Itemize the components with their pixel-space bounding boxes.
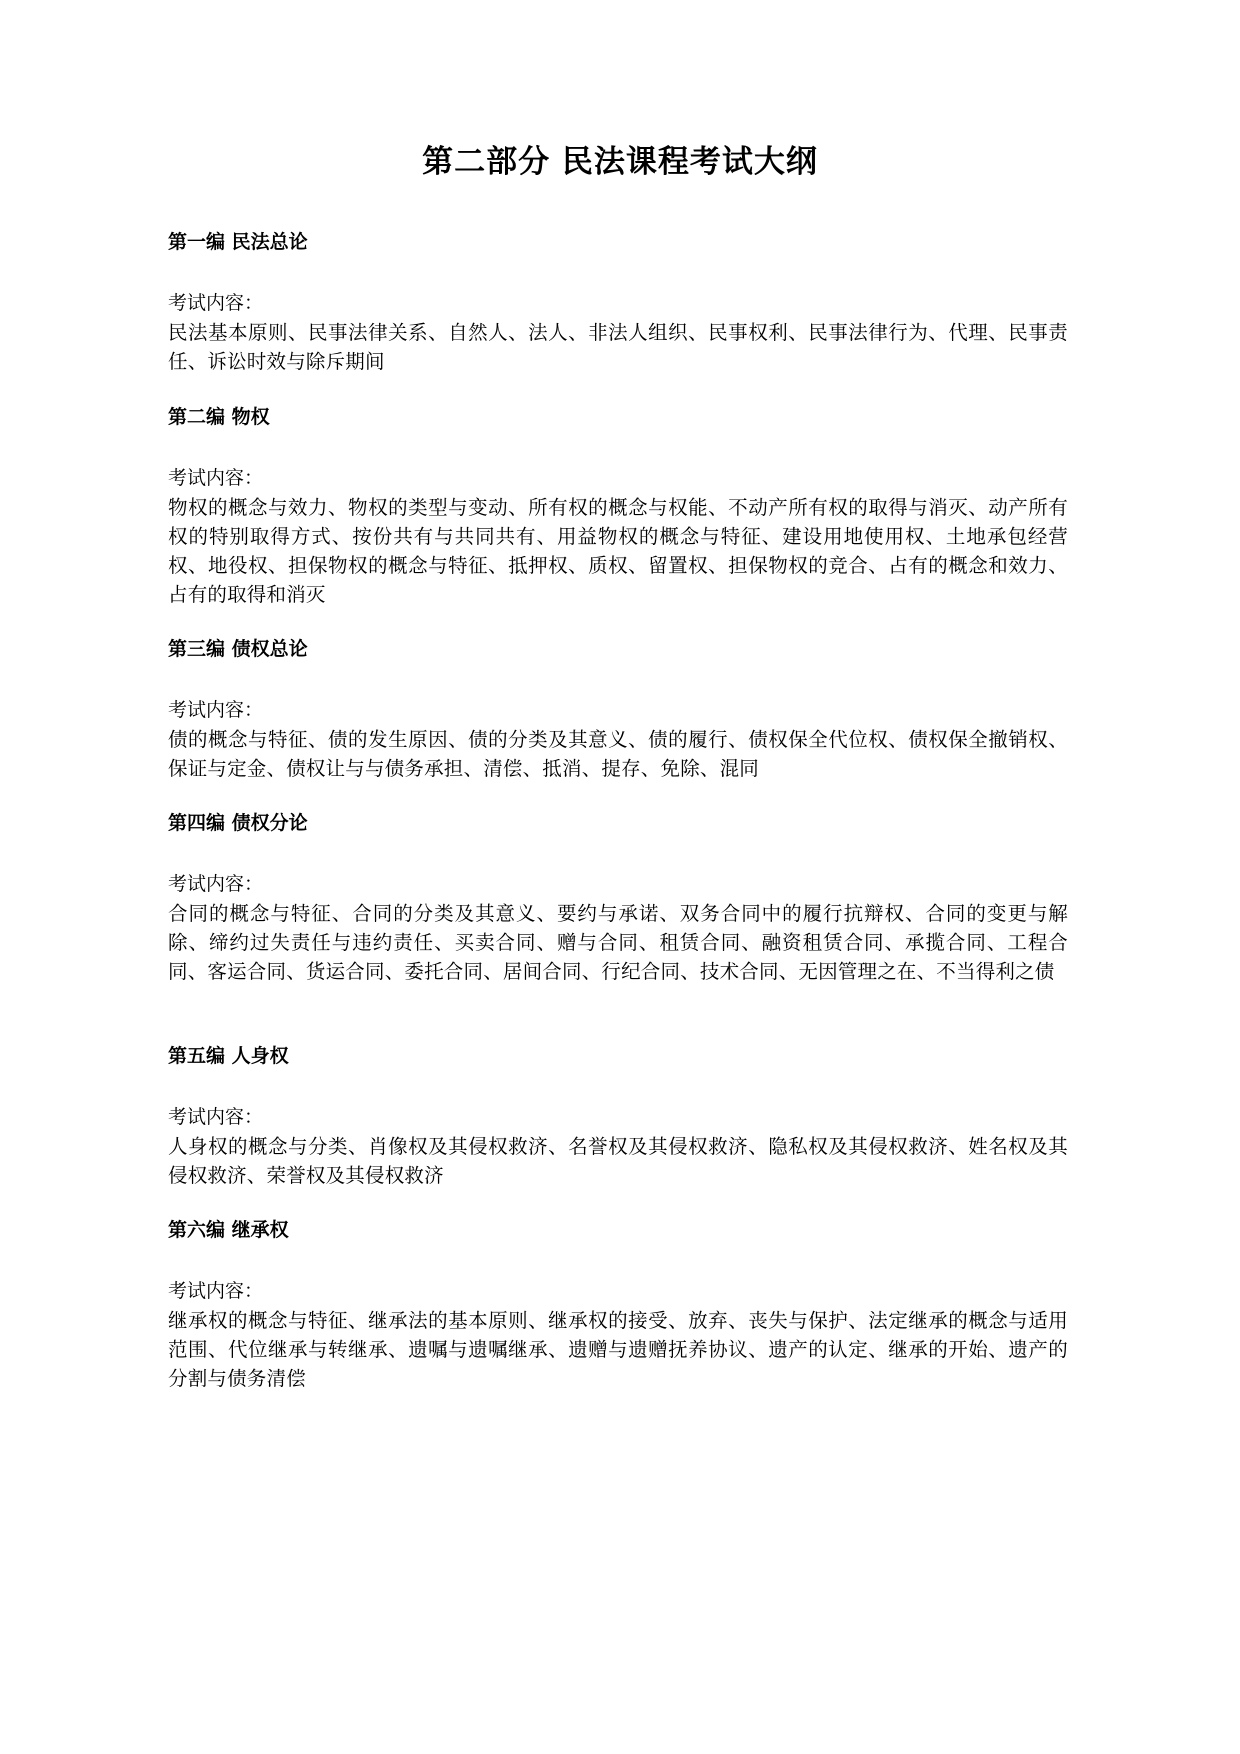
section-property-rights xyxy=(168,404,1068,609)
section-label: 考试内容： xyxy=(168,1280,264,1302)
section-label: 考试内容： xyxy=(168,292,264,314)
section-inheritance-rights xyxy=(168,1217,1068,1393)
section-heading: 第二编 物权 xyxy=(168,406,270,428)
section-content: 债的概念与特征、债的发生原因、债的分类及其意义、债的履行、债权保全代位权、债权保全撤销权、保证与定金、债权让与与债务承担、清偿、抵消、提存、免除、混同 xyxy=(168,728,1068,780)
section-label: 考试内容： xyxy=(168,873,264,895)
section-personality-rights xyxy=(168,1043,1068,1190)
section-general-principles xyxy=(168,229,1068,376)
section-content: 民法基本原则、民事法律关系、自然人、法人、非法人组织、民事权利、民事法律行为、代理、民事责任、诉讼时效与除斥期间 xyxy=(168,321,1068,373)
section-heading: 第六编 继承权 xyxy=(168,1219,289,1241)
page-title: 第二部分 民法课程考试大纲 xyxy=(422,144,818,180)
section-heading: 第四编 债权分论 xyxy=(168,812,308,834)
section-content: 继承权的概念与特征、继承法的基本原则、继承权的接受、放弃、丧失与保护、法定继承的概念与适用范围、代位继承与转继承、遗嘱与遗嘱继承、遗赠与遗赠抚养协议、遗产的认定、继承的开始、遗产的分割与债务清偿 xyxy=(168,1309,1068,1390)
section-heading: 第五编 人身权 xyxy=(168,1045,289,1067)
section-label: 考试内容： xyxy=(168,1106,264,1128)
section-label: 考试内容： xyxy=(168,467,264,489)
section-heading: 第三编 债权总论 xyxy=(168,638,308,660)
section-label: 考试内容： xyxy=(168,699,264,721)
section-obligations-general xyxy=(168,636,1068,783)
section-content: 合同的概念与特征、合同的分类及其意义、要约与承诺、双务合同中的履行抗辩权、合同的变更与解除、缔约过失责任与违约责任、买卖合同、赠与合同、租赁合同、融资租赁合同、承揽合同、工程合同、客运合同、货运合同、委托合同、居间合同、行纪合同、技术合同、无因管理之在、不当得利之债 xyxy=(168,902,1068,983)
section-content: 人身权的概念与分类、肖像权及其侵权救济、名誉权及其侵权救济、隐私权及其侵权救济、姓名权及其侵权救济、荣誉权及其侵权救济 xyxy=(168,1135,1068,1187)
section-content: 物权的概念与效力、物权的类型与变动、所有权的概念与权能、不动产所有权的取得与消灭、动产所有权的特别取得方式、按份共有与共同共有、用益物权的概念与特征、建设用地使用权、土地承包经营权、地役权、担保物权的概念与特征、抵押权、质权、留置权、担保物权的竞合、占有的概念和效力、占有的取得和消灭 xyxy=(168,496,1068,606)
section-obligations-specific xyxy=(168,810,1068,986)
section-heading: 第一编 民法总论 xyxy=(168,231,308,253)
